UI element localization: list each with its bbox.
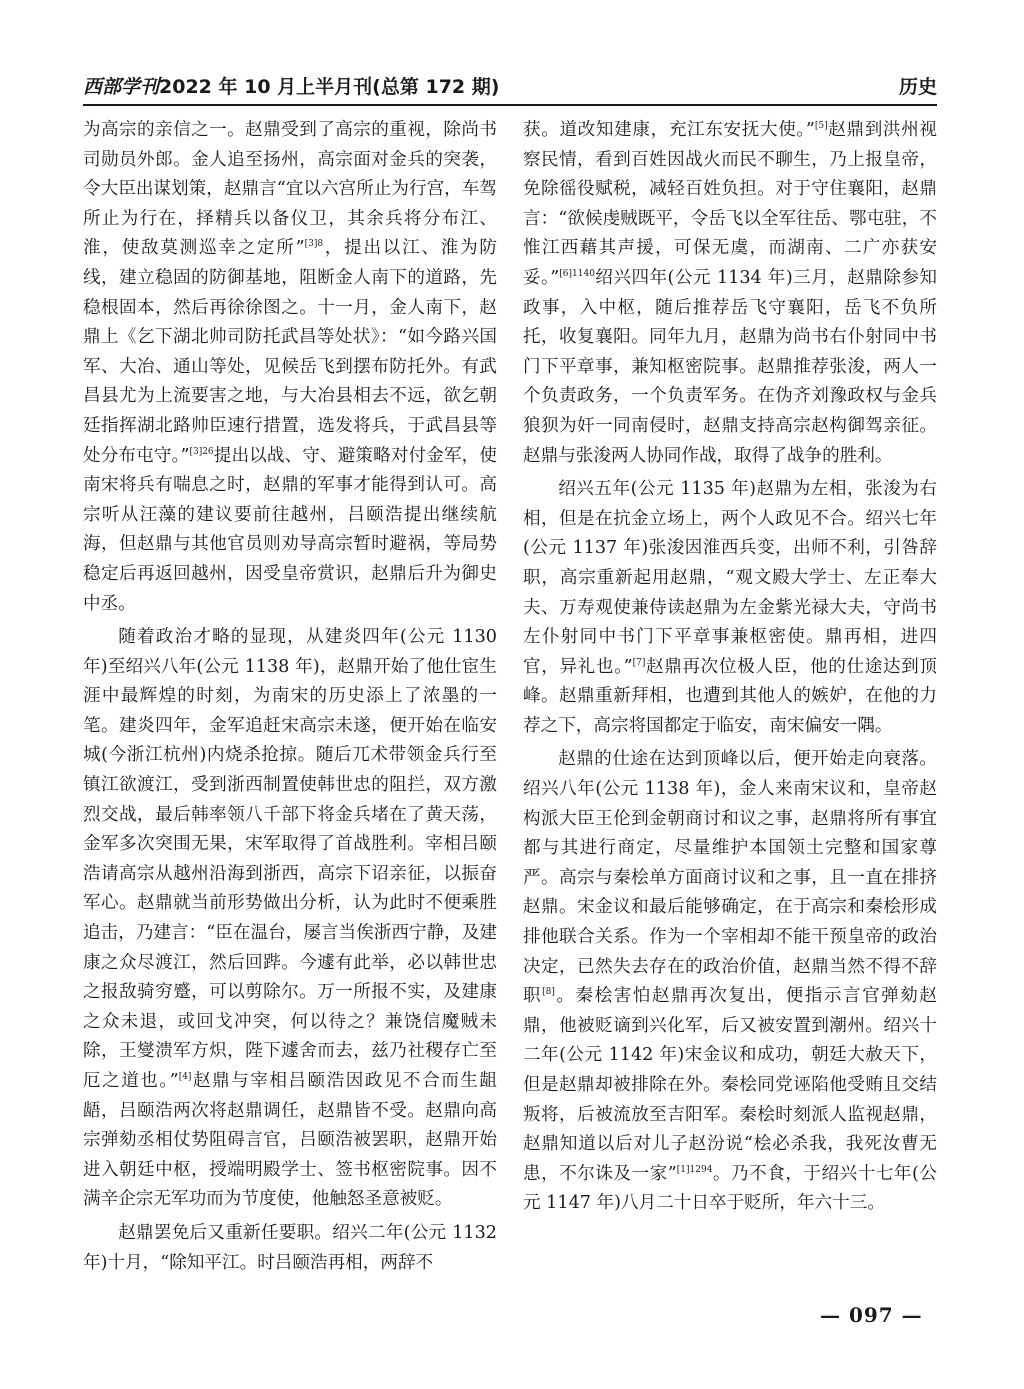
left-column xyxy=(83,116,497,1278)
journal-title xyxy=(83,72,499,99)
citation: [3]26 xyxy=(189,446,214,457)
issue-info: 2022 年 10 月上半月刊(总第 172 期) xyxy=(159,76,500,98)
paragraph: 赵鼎罢免后又重新任要职。绍兴二年(公元 1132 年)十月，“除知平江。时吕颐浩再相，两辞不 xyxy=(83,1222,497,1273)
page-number: — 097 — xyxy=(820,1303,923,1327)
citation: [6]1140 xyxy=(559,269,595,280)
paragraph: 赵鼎的仕途在达到顶峰以后，便开始走向衰落。绍兴八年(公元 1138 年)，金人来南宋议和，皇帝赵构派大臣王伦到金朝商讨和议之事，赵鼎将所有事宜都与其进行商定，尽量维护本国领土完整和国家尊严。高宗与秦桧单方面商讨议和之事，且一直在排挤赵鼎。宋金议和最后能够确定，在于高宗和秦桧形成排他联合关系。作为一个宰相却不能干预皇帝的政治决定，已然失去存在的政治价值，赵鼎当然不得不辞职[8]。秦桧害怕赵鼎再次复出，便指示言官弹劾赵鼎，他被贬谪到兴化军，后又被安置到潮州。绍兴十二年(公元 1142 年)宋金议和成功，朝廷大赦天下，但是赵鼎却被排除在外。秦桧同党诬陷他受贿且交结叛将，后被流放至吉阳军。秦桧时刻派人监视赵鼎，赵鼎知道以后对儿子赵汾说“桧必杀我，我死汝曹无患，不尔诛及一家”$^{[1]1294}$。乃不食，于绍兴十七年(公元 1147 年)八月二十日卒于贬所，年六十三。 xyxy=(523,749,937,1214)
citation: [4] xyxy=(178,1072,192,1083)
citation: [5] xyxy=(814,121,828,132)
paragraph: 为高宗的亲信之一。赵鼎受到了高宗的重视，除尚书司勋员外郎。金人追至扬州，高宗面对金兵的突袭，令大臣出谋划策，赵鼎言“宜以六宫所止为行宫，车驾所止为行在，择精兵以备仪卫，其余兵将分布江、淮，使敌莫测巡幸之定所”$^{[3]8}$，提出以江、淮为防线，建立稳固的防御基地，阻断金人南下的道路，先稳根固本，然后再徐徐图之。十一月，金人南下，赵鼎上《乞下湖北帅司防托武昌等处状》：“如今路兴国军、大冶、通山等处，见候岳飞到摆布防托外。有武昌县尤为上流要害之地，与大冶县相去不远，欲乞朝廷指挥湖北路帅臣速行措置，选发将兵，于武昌县等处分布屯守。”$^{[3]26}$提出以战、守、避策略对付金军，使南宋将兵有喘息之时，赵鼎的军事才能得到认可。高宗听从汪藻的建议要前往越州，吕颐浩提出继续航海，但赵鼎与其他官员则劝导高宗暂时避祸，等局势稳定后再返回越州，因受皇帝赏识，赵鼎后升为御史中丞。 xyxy=(83,120,497,614)
paragraph: 绍兴五年(公元 1135 年)赵鼎为左相，张浚为右相，但是在抗金立场上，两个人政见不合。绍兴七年(公元 1137 年)张浚因淮西兵变，出师不利，引咎辞职，高宗重新起用赵鼎，“观文殿大学士、左正奉大夫、万寿观使兼侍读赵鼎为左金紫光禄大夫，守尚书左仆射同中书门下平章事兼枢密使。鼎再相，进四官，异礼也。”[7]赵鼎再次位极人臣，他的仕途达到顶峰。赵鼎重新拜相，也遭到其他人的嫉妒，在他的力荐之下，高宗将国都定于临安，南宋偏安一隅。 xyxy=(523,479,937,736)
header-rule xyxy=(83,104,937,106)
paragraph: 获。道改知建康，充江东安抚大使。”[5]赵鼎到洪州视察民情，看到百姓因战火而民不聊生，乃上报皇帝，免除徭役赋税，减轻百姓负担。对于守住襄阳，赵鼎言：“欲候虔贼既平，令岳飞以全军往岳、鄂屯驻，不惟江西藉其声援，可保无虞，而湖南、二广亦获安妥。”$^{[6]1140}$绍兴四年(公元 1134 年)三月，赵鼎除参知政事，入中枢，随后推荐岳飞守襄阳，岳飞不负所托，收复襄阳。同年九月，赵鼎为尚书右仆射同中书门下平章事，兼知枢密院事。赵鼎推荐张浚，两人一个负责政务，一个负责军务。在伪齐刘豫政权与金兵狼狈为奸一同南侵时，赵鼎支持高宗赵构御驾亲征。赵鼎与张浚两人协同作战，取得了战争的胜利。 xyxy=(523,120,937,466)
running-header xyxy=(83,70,937,104)
citation: [3]8 xyxy=(304,239,324,250)
citation: [1]1294 xyxy=(676,1164,713,1175)
section-label: 历史 xyxy=(898,76,937,98)
right-column xyxy=(523,116,937,1219)
citation: [7] xyxy=(632,657,646,668)
paragraph: 随着政治才略的显现，从建炎四年(公元 1130 年)至绍兴八年(公元 1138 年)，赵鼎开始了他仕宦生涯中最辉煌的时刻，为南宋的历史添上了浓墨的一笔。建炎四年，金军追赶宋高宗未遂，便开始在临安城(今浙江杭州)内烧杀抢掠。随后兀术带领金兵行至镇江欲渡江，受到浙西制置使韩世忠的阻拦，双方激烈交战，最后韩率领八千部下将金兵堵在了黄天荡，金军多次突围无果，宋军取得了首战胜利。宰相吕颐浩请高宗从越州沿海到浙西，高宗下诏亲征，以振奋军心。赵鼎就当前形势做出分析，认为此时不便乘胜追击，乃建言：“臣在温台，屡言当俟浙西宁静，及建康之众尽渡江，然后回跸。今遽有此举，必以韩世忠之报敌骑穷蹙，可以剪除尔。万一所报不实，及建康之众未退，或回戈冲突，何以待之？兼饶信魔贼未除，王燮溃军方炽，陛下遽舍而去，兹乃社稷存亡至厄之道也。”[4]赵鼎与宰相吕颐浩因政见不合而生龃龉，吕颐浩两次将赵鼎调任，赵鼎皆不受。赵鼎向高宗弹劾丞相仗势阻碍言官，吕颐浩被罢职，赵鼎开始进入朝廷中枢，授端明殿学士、签书枢密院事。因不满辛企宗无军功而为节度使，他触怒圣意被贬。 xyxy=(83,627,497,1210)
citation: [8] xyxy=(542,987,555,998)
journal-logo: 西部学刊 xyxy=(83,76,160,98)
